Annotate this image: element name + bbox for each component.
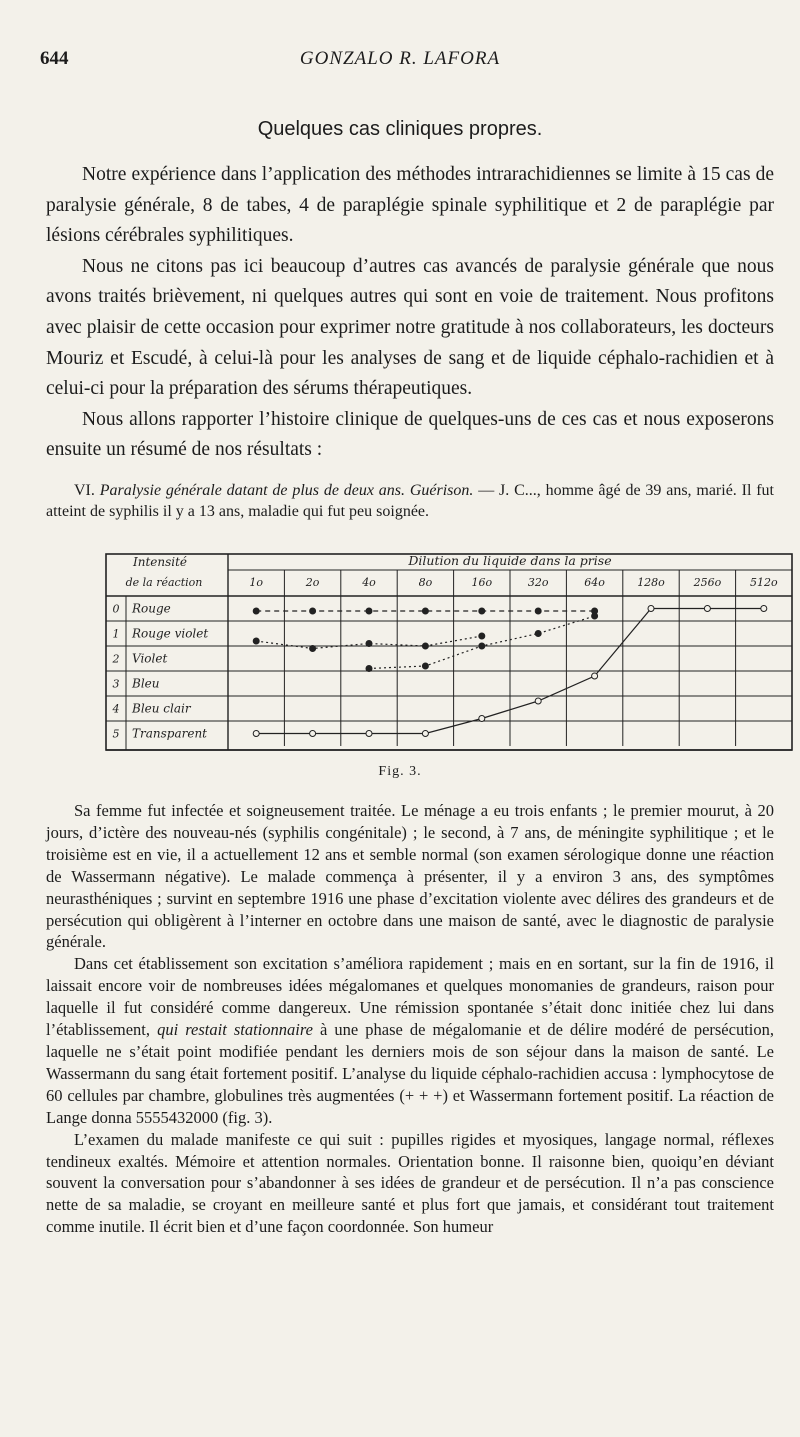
data-point (366, 608, 372, 614)
data-point (535, 698, 541, 704)
data-point (366, 666, 372, 672)
data-point (422, 643, 428, 649)
data-point (761, 606, 767, 612)
dilution-tick-label: 512o (749, 576, 778, 589)
data-point (592, 613, 598, 619)
data-point (479, 643, 485, 649)
text-segment: Dans cet établissement son excitation s’améliora rapidement ; mais en en sortant, sur la fin de 1916, il laissait encore voir de nombreuses idées mégalomanes et quelques monomanies de grandeurs, raison pour laquelle il fut considéré comme dangereux. Une rémission spontanée s’était donc initiée chez lui dans l’établissement, (46, 954, 774, 1040)
dilution-tick-label: 1o (249, 576, 264, 589)
row-label: Transparent (132, 726, 208, 741)
italic-text: qui restait stationnaire (157, 1020, 313, 1040)
section-title: Quelques cas cliniques propres. (257, 118, 543, 140)
dilution-tick-label: 64o (584, 576, 605, 589)
data-point (310, 646, 316, 652)
text-segment: Sa femme fut infectée et soigneusement traitée. Le ménage a eu trois enfants ; le premier mourut, à 20 jours, d’ictère des nouveau-nés (syphilis congénitale) ; le second, à 7 ans, de méningite syphilitique ; et le troisième est en vie, il a actuellement 12 ans et semble normal (son examen sérologique donne une réaction de Wassermann négative). Le malade commença à présenter, il y a environ 3 ans, des symptômes neurasthéniques ; survint en septembre 1916 une phase d’excitation violente avec délires des grandeurs et de persécution qui obligèrent à l’interner en octobre dans une maison de santé, avec le diagnostic de paralysie générale. (46, 801, 774, 952)
data-point (253, 608, 259, 614)
data-point (648, 606, 654, 612)
row-index: 4 (112, 702, 120, 716)
case-history-text (46, 800, 774, 1238)
case-title: Paralysie générale datant de plus de deux ans. Guérison. (99, 482, 474, 499)
dilution-tick-label: 32o (527, 576, 549, 589)
data-point (479, 716, 485, 722)
paragraph (46, 800, 774, 953)
paragraph: Notre expérience dans l’application des méthodes intrarachidiennes se limite à 15 cas de paralysie générale, 8 de tabes, 4 de paraplégie spinale syphilitique et 2 de paraplégie par lésions cérébrales syphilitiques. (46, 164, 774, 247)
row-label: Bleu clair (132, 701, 191, 716)
row-index: 1 (112, 627, 120, 641)
text-segment: à une phase de mégalomanie et de délire modéré de persécution, laquelle ne s’était point modifiée pendant les derniers mois de son séjour dans la maison de santé. Le Wassermann du sang était fortement positif. L’analyse du liquide céphalo-rachidien accusa : lymphocytose de 60 cellules par chambre, globulines très augmentées (+ + +) et Wassermann fortement positif. La réaction de Lange donna 5555432000 (fig. 3). (46, 1020, 774, 1127)
row-index: 0 (112, 602, 120, 616)
page-number: 644 (40, 48, 69, 69)
paragraph: Nous ne citons pas ici beaucoup d’autres cas avancés de paralysie générale que nous avons traités brièvement, ni quelques autres qui sont en voie de traitement. Nous profitons avec plaisir de cette occasion pour exprimer notre gratitude à nos collaborateurs, les docteurs Mouriz et Escudé, à celui-là pour les analyses de sang et de liquide céphalo-rachidien et à celui-ci pour la préparation des sérums thérapeutiques. (46, 255, 774, 400)
paragraph: Nous allons rapporter l’histoire clinique de quelques-uns de ces cas et nous exposerons ensuite un résumé de nos résultats : (46, 408, 774, 461)
data-point (310, 608, 316, 614)
dilution-tick-label: 8o (418, 576, 433, 589)
case-paragraph (46, 480, 774, 522)
paragraph (46, 953, 774, 1128)
data-point (366, 731, 372, 737)
dilution-tick-label: 128o (637, 576, 665, 589)
data-point (253, 638, 259, 644)
data-point (253, 731, 259, 737)
data-point (479, 633, 485, 639)
row-index: 3 (112, 677, 120, 691)
lange-reaction-chart (100, 546, 798, 754)
paragraph (46, 1129, 774, 1239)
data-point (592, 673, 598, 679)
corner-label-bottom: de la réaction (125, 576, 203, 589)
series-line (369, 616, 595, 669)
data-point (704, 606, 710, 612)
text-segment: L’examen du malade manifeste ce qui suit : pupilles rigides et myosiques, langage normal, réflexes tendineux exaltés. Mémoire et attention normales. Orientation bonne. Il raisonne bien, quoiqu’en déviant souvent la conversation pour s’abandonner à ses idées de grandeur et de persécution. Il n’a pas conscience nette de sa maladie, se croyant en meilleure santé et plus fort que jamais, et considérant tout traitement comme inutile. Il écrit bien et d’une façon coordonnée. Son humeur (46, 1129, 774, 1237)
row-label: Violet (132, 651, 168, 666)
chart-canvas (100, 546, 798, 754)
case-description: — J. C..., homme âgé de 39 ans, marié. Il fut atteint de syphilis il y a 13 ans, maladie qui fut peu soignée. (46, 482, 774, 520)
data-point (310, 731, 316, 737)
dilution-tick-label: 16o (471, 576, 493, 589)
data-point (422, 663, 428, 669)
row-index: 5 (112, 727, 120, 741)
data-point (422, 608, 428, 614)
dilution-tick-label: 4o (362, 576, 376, 589)
case-number: VI. (74, 482, 95, 499)
data-point (366, 641, 372, 647)
case-heading (46, 480, 774, 522)
figure-caption: Fig. 3. (378, 764, 422, 779)
intro-text (46, 160, 774, 466)
dilution-tick-label: 2o (305, 576, 320, 589)
dilution-tick-label: 256o (693, 576, 722, 589)
row-index: 2 (112, 652, 120, 666)
row-label: Rouge violet (132, 626, 209, 641)
data-point (535, 608, 541, 614)
row-label: Bleu (132, 676, 160, 691)
row-label: Rouge (132, 601, 171, 616)
dilution-header: Dilution du liquide dans la prise (408, 553, 612, 568)
data-point (535, 631, 541, 637)
data-point (422, 731, 428, 737)
corner-label-top: Intensité (132, 555, 188, 569)
data-point (479, 608, 485, 614)
running-head: GONZALO R. LAFORA (299, 48, 501, 69)
